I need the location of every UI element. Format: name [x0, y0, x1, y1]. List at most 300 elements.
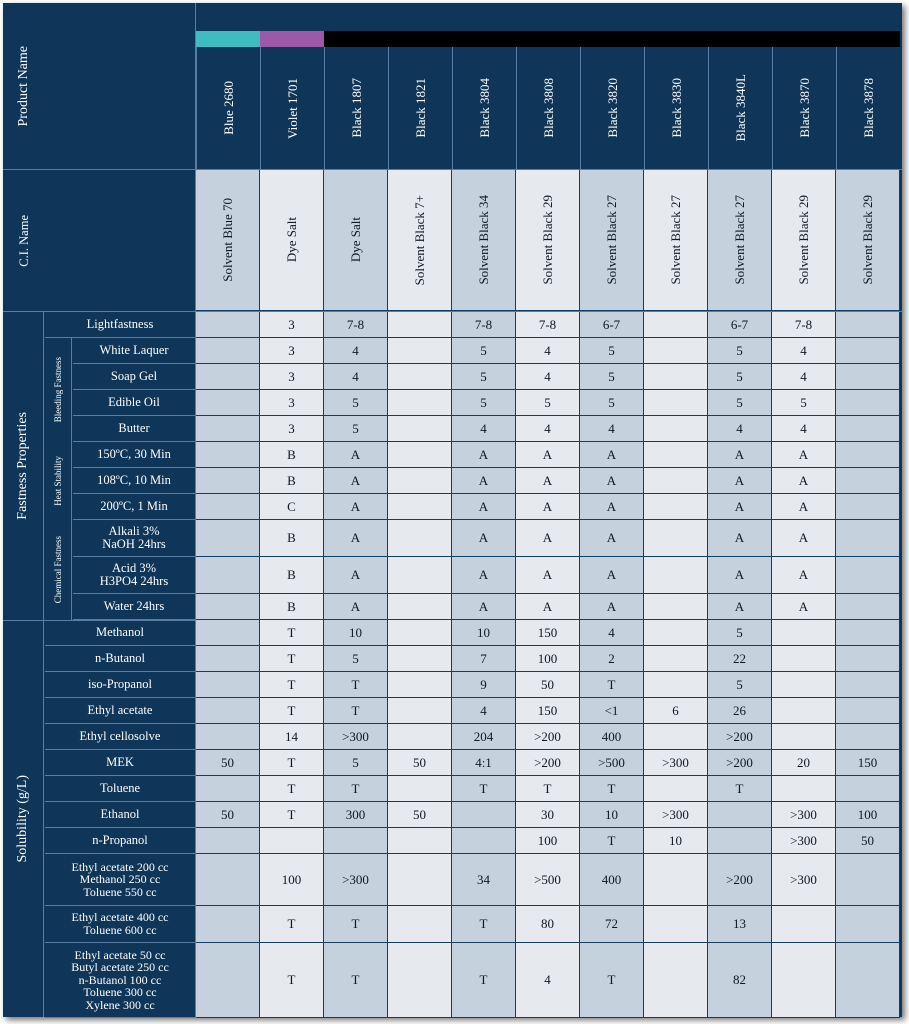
table-cell: 50	[388, 802, 452, 828]
table-cell	[388, 646, 452, 672]
product-name-cell	[388, 47, 452, 169]
table-cell: 400	[580, 854, 644, 906]
table-cell	[772, 906, 836, 943]
table-cell: A	[708, 468, 772, 494]
product-name-text: Black 1821	[412, 78, 428, 138]
table-cell: 10	[324, 620, 388, 646]
table-cell	[388, 724, 452, 750]
table-cell	[196, 943, 260, 1018]
table-cell	[388, 854, 452, 906]
table-cell	[644, 557, 708, 594]
table-cell: A	[452, 557, 516, 594]
product-name-text: Black 1807	[348, 78, 364, 138]
table-cell	[836, 906, 900, 943]
table-cell: A	[324, 557, 388, 594]
ci-name-cell	[580, 170, 644, 311]
table-cell: 4:1	[452, 750, 516, 776]
ci-name-cell	[452, 170, 516, 311]
table-cell	[644, 364, 708, 390]
ci-name-cell	[260, 170, 324, 311]
table-cell: 50	[196, 750, 260, 776]
table-cell: >500	[580, 750, 644, 776]
table-cell: 3	[260, 364, 324, 390]
table-cell: 4	[516, 943, 580, 1018]
product-name-text: Black 3830	[668, 78, 684, 138]
table-cell: 4	[772, 416, 836, 442]
table-cell: A	[516, 494, 580, 520]
table-cell: C	[260, 494, 324, 520]
table-cell: 2	[580, 646, 644, 672]
table-cell: 50	[516, 672, 580, 698]
table-cell: 30	[516, 802, 580, 828]
table-cell: T	[324, 698, 388, 724]
color-swatch	[708, 31, 772, 47]
table-cell: 5	[324, 416, 388, 442]
table-cell: 300	[324, 802, 388, 828]
row-label: Ethyl acetate 200 cc Methanol 250 cc Toluene 550 cc	[45, 854, 195, 906]
table-cell: 5	[324, 750, 388, 776]
table-cell	[772, 776, 836, 802]
table-cell	[772, 698, 836, 724]
table-cell: 100	[260, 854, 324, 906]
table-cell	[836, 724, 900, 750]
table-cell: 3	[260, 338, 324, 364]
table-cell: A	[580, 442, 644, 468]
table-cell	[388, 776, 452, 802]
table-cell	[452, 828, 516, 854]
color-swatch	[388, 31, 452, 47]
table-cell	[388, 672, 452, 698]
solubility-header: Solubility (g/L)	[15, 775, 30, 863]
table-cell	[388, 468, 452, 494]
table-cell	[388, 906, 452, 943]
table-cell	[836, 312, 900, 338]
table-cell: A	[580, 468, 644, 494]
table-cell: T	[260, 776, 324, 802]
row-label: iso-Propanol	[45, 672, 195, 698]
table-cell: >300	[644, 802, 708, 828]
table-cell: 4	[324, 338, 388, 364]
table-cell	[196, 364, 260, 390]
table-cell: 3	[260, 312, 324, 338]
table-cell: T	[324, 906, 388, 943]
table-cell	[196, 442, 260, 468]
table-cell: T	[260, 906, 324, 943]
row-label: Methanol	[45, 620, 195, 646]
table-cell: A	[452, 442, 516, 468]
table-cell: 5	[452, 338, 516, 364]
row-label: 150ºC, 30 Min	[73, 442, 195, 468]
table-cell	[644, 672, 708, 698]
table-cell: A	[452, 520, 516, 557]
table-cell: 6-7	[580, 312, 644, 338]
table-cell: A	[452, 594, 516, 620]
table-cell: A	[708, 494, 772, 520]
table-cell: 5	[452, 390, 516, 416]
product-name-cell	[196, 47, 260, 169]
product-name-text: Black 3804	[476, 78, 492, 138]
table-cell	[196, 724, 260, 750]
color-swatch	[580, 31, 644, 47]
table-cell: 10	[452, 620, 516, 646]
table-cell: 50	[388, 750, 452, 776]
fastness-properties-header: Fastness Properties	[15, 412, 30, 520]
table-cell	[644, 594, 708, 620]
table-cell	[644, 312, 708, 338]
table-cell: T	[452, 776, 516, 802]
table-cell	[644, 776, 708, 802]
table-cell	[388, 494, 452, 520]
row-label: Ethanol	[45, 802, 195, 828]
table-cell: 5	[708, 620, 772, 646]
product-name-cell	[580, 47, 644, 169]
ci-name-text: Solvent Blue 70	[219, 198, 235, 282]
table-cell	[388, 338, 452, 364]
table-cell	[772, 724, 836, 750]
table-cell: 20	[772, 750, 836, 776]
color-swatch	[260, 31, 324, 47]
table-cell	[836, 620, 900, 646]
table-cell: B	[260, 442, 324, 468]
table-cell: A	[772, 594, 836, 620]
table-cell: A	[580, 594, 644, 620]
table-cell: 3	[260, 390, 324, 416]
table-cell	[836, 698, 900, 724]
table-cell: 100	[836, 802, 900, 828]
table-cell: T	[708, 776, 772, 802]
table-cell: 4	[772, 364, 836, 390]
table-cell	[388, 442, 452, 468]
table-cell: 80	[516, 906, 580, 943]
table-cell: T	[260, 943, 324, 1018]
table-cell: A	[452, 494, 516, 520]
table-cell	[388, 364, 452, 390]
ci-name-header: C.I. Name	[16, 214, 31, 267]
table-cell: A	[324, 494, 388, 520]
product-name-cell	[324, 47, 388, 169]
table-cell: 5	[324, 646, 388, 672]
table-cell: 4	[708, 416, 772, 442]
row-label: Alkali 3% NaOH 24hrs	[73, 520, 195, 557]
table-cell: 100	[516, 646, 580, 672]
table-cell: 100	[516, 828, 580, 854]
table-cell: T	[324, 776, 388, 802]
table-cell	[388, 520, 452, 557]
table-cell: 34	[452, 854, 516, 906]
product-name-cell	[452, 47, 516, 169]
table-cell	[196, 906, 260, 943]
table-cell: T	[260, 620, 324, 646]
table-cell: 7-8	[324, 312, 388, 338]
table-cell	[836, 494, 900, 520]
table-cell	[772, 672, 836, 698]
table-cell: A	[772, 442, 836, 468]
table-cell: >300	[772, 828, 836, 854]
table-cell: 13	[708, 906, 772, 943]
table-cell: >300	[324, 854, 388, 906]
table-cell: 14	[260, 724, 324, 750]
table-cell	[324, 828, 388, 854]
table-cell: T	[516, 776, 580, 802]
table-cell	[836, 943, 900, 1018]
divider-line	[196, 169, 902, 170]
table-cell	[836, 520, 900, 557]
table-cell	[388, 312, 452, 338]
table-cell: 7	[452, 646, 516, 672]
table-cell: A	[708, 520, 772, 557]
table-cell: T	[452, 906, 516, 943]
table-cell	[388, 943, 452, 1018]
table-cell	[196, 520, 260, 557]
table-cell: 5	[580, 338, 644, 364]
ci-name-text: Solvent Black 27	[731, 195, 747, 285]
table-cell: 10	[644, 828, 708, 854]
table-cell: 4	[580, 620, 644, 646]
product-name-cell	[644, 47, 708, 169]
table-cell	[836, 442, 900, 468]
table-cell	[388, 390, 452, 416]
color-swatch	[196, 31, 260, 47]
table-cell: A	[516, 594, 580, 620]
table-cell	[644, 338, 708, 364]
row-label: Ethyl acetate 50 cc Butyl acetate 250 cc n-Butanol 100 cc Toluene 300 cc Xylene 300 cc	[45, 943, 195, 1018]
table-cell	[196, 312, 260, 338]
table-cell: 150	[516, 698, 580, 724]
ci-name-text: Dye Salt	[283, 217, 299, 263]
table-cell: B	[260, 557, 324, 594]
table-cell: 5	[708, 338, 772, 364]
table-cell	[644, 854, 708, 906]
table-cell	[772, 943, 836, 1018]
table-cell: T	[580, 672, 644, 698]
table-cell: T	[260, 698, 324, 724]
row-label: n-Propanol	[45, 828, 195, 854]
table-cell: 5	[324, 390, 388, 416]
table-cell	[196, 494, 260, 520]
row-label: MEK	[45, 750, 195, 776]
table-cell: 150	[516, 620, 580, 646]
table-cell: A	[324, 442, 388, 468]
chemical-fastness-header: Chemical Fastness	[53, 536, 63, 604]
product-name-text: Black 3840L	[732, 74, 748, 142]
table-cell	[644, 620, 708, 646]
table-cell	[452, 802, 516, 828]
row-label: Soap Gel	[73, 364, 195, 390]
ci-name-text: Solvent Black 27	[603, 195, 619, 285]
table-cell: >300	[772, 854, 836, 906]
table-cell	[388, 557, 452, 594]
table-cell	[196, 698, 260, 724]
table-cell	[196, 338, 260, 364]
table-cell: A	[708, 557, 772, 594]
table-cell: 4	[452, 416, 516, 442]
table-cell: 72	[580, 906, 644, 943]
table-cell	[836, 390, 900, 416]
table-cell	[836, 776, 900, 802]
table-cell: 4	[772, 338, 836, 364]
table-cell: 4	[324, 364, 388, 390]
table-cell: 5	[580, 364, 644, 390]
row-label: Ethyl cellosolve	[45, 724, 195, 750]
row-label: 108ºC, 10 Min	[73, 468, 195, 494]
table-cell	[260, 828, 324, 854]
product-name-text: Blue 2680	[220, 81, 236, 135]
table-cell: 4	[580, 416, 644, 442]
table-cell: A	[580, 557, 644, 594]
table-cell: A	[772, 494, 836, 520]
ci-name-cell	[708, 170, 772, 311]
table-cell: A	[324, 520, 388, 557]
table-cell: 5	[452, 364, 516, 390]
table-cell: 4	[452, 698, 516, 724]
table-cell	[196, 828, 260, 854]
table-cell	[836, 646, 900, 672]
table-cell: <1	[580, 698, 644, 724]
row-label: Butter	[73, 416, 195, 442]
table-cell	[196, 854, 260, 906]
table-cell: T	[260, 802, 324, 828]
table-cell: 50	[836, 828, 900, 854]
table-cell	[644, 724, 708, 750]
color-swatch	[324, 31, 388, 47]
table-cell: T	[260, 750, 324, 776]
table-cell: 150	[836, 750, 900, 776]
table-cell	[388, 416, 452, 442]
table-cell: 9	[452, 672, 516, 698]
table-cell: 5	[708, 390, 772, 416]
table-cell: 4	[516, 416, 580, 442]
table-cell: A	[772, 557, 836, 594]
table-cell: A	[580, 520, 644, 557]
table-cell	[708, 828, 772, 854]
table-cell	[836, 672, 900, 698]
table-cell	[196, 620, 260, 646]
table-cell	[196, 557, 260, 594]
table-cell: 6	[644, 698, 708, 724]
table-cell: A	[516, 520, 580, 557]
table-cell	[772, 646, 836, 672]
table-cell	[196, 416, 260, 442]
table-cell: >200	[708, 854, 772, 906]
row-label: Acid 3% H3PO4 24hrs	[73, 557, 195, 594]
product-name-text: Black 3820	[604, 78, 620, 138]
product-name-text: Black 3878	[860, 78, 876, 138]
product-name-cell	[772, 47, 836, 169]
table-cell: A	[452, 468, 516, 494]
table-cell: 4	[516, 364, 580, 390]
product-name-cell	[836, 47, 900, 169]
table-cell: 10	[580, 802, 644, 828]
table-cell: A	[516, 468, 580, 494]
color-swatch	[772, 31, 836, 47]
table-cell	[196, 390, 260, 416]
table-cell: 22	[708, 646, 772, 672]
ci-name-text: Solvent Black 7+	[411, 194, 427, 286]
table-cell: A	[708, 594, 772, 620]
table-cell: B	[260, 520, 324, 557]
table-cell	[836, 854, 900, 906]
ci-name-text: Solvent Black 29	[539, 195, 555, 285]
table-cell	[644, 906, 708, 943]
table-cell: >200	[516, 724, 580, 750]
table-cell	[196, 594, 260, 620]
ci-name-text: Solvent Black 29	[795, 195, 811, 285]
row-label: White Laquer	[73, 338, 195, 364]
table-cell: >300	[644, 750, 708, 776]
table-cell	[836, 594, 900, 620]
row-label: Lightfastness	[45, 312, 195, 338]
table-cell: B	[260, 594, 324, 620]
product-name-text: Black 3808	[540, 78, 556, 138]
product-name-cell	[708, 47, 772, 169]
table-cell	[388, 620, 452, 646]
table-cell	[644, 494, 708, 520]
table-cell: 5	[708, 364, 772, 390]
row-label: Ethyl acetate 400 cc Toluene 600 cc	[45, 906, 195, 943]
row-label: n-Butanol	[45, 646, 195, 672]
divider-line	[3, 169, 197, 170]
table-cell: T	[324, 943, 388, 1018]
table-cell: T	[580, 943, 644, 1018]
row-label: 200ºC, 1 Min	[73, 494, 195, 520]
table-cell: T	[580, 776, 644, 802]
table-cell: 5	[772, 390, 836, 416]
table-cell: 6-7	[708, 312, 772, 338]
ci-name-cell	[388, 170, 452, 311]
table-cell: A	[772, 468, 836, 494]
table-cell: 5	[708, 672, 772, 698]
table-cell	[388, 594, 452, 620]
row-label: Ethyl acetate	[45, 698, 195, 724]
color-swatch	[516, 31, 580, 47]
ci-name-cell	[772, 170, 836, 311]
table-cell: A	[708, 442, 772, 468]
ci-name-text: Solvent Black 27	[667, 195, 683, 285]
ci-name-text: Dye Salt	[347, 217, 363, 263]
table-cell: T	[452, 943, 516, 1018]
table-cell: 5	[580, 390, 644, 416]
table-cell: 204	[452, 724, 516, 750]
table-cell: >300	[772, 802, 836, 828]
table-cell	[644, 468, 708, 494]
table-cell: 4	[516, 338, 580, 364]
table-cell: 7-8	[516, 312, 580, 338]
table-cell	[836, 338, 900, 364]
table-cell	[644, 416, 708, 442]
table-cell: >200	[516, 750, 580, 776]
product-name-text: Violet 1701	[284, 77, 300, 139]
table-cell: 7-8	[452, 312, 516, 338]
table-cell: 400	[580, 724, 644, 750]
product-name-cell	[516, 47, 580, 169]
table-cell	[644, 442, 708, 468]
table-cell: 50	[196, 802, 260, 828]
ci-name-text: Solvent Black 34	[475, 195, 491, 285]
color-swatch	[836, 31, 900, 47]
table-cell: A	[324, 594, 388, 620]
table-cell	[196, 646, 260, 672]
table-cell: A	[580, 494, 644, 520]
ci-name-cell	[324, 170, 388, 311]
table-cell: 3	[260, 416, 324, 442]
color-swatch	[644, 31, 708, 47]
product-name-text: Black 3870	[796, 78, 812, 138]
table-cell: 7-8	[772, 312, 836, 338]
table-cell	[196, 468, 260, 494]
ci-name-cell	[516, 170, 580, 311]
table-cell	[708, 802, 772, 828]
table-cell: A	[324, 468, 388, 494]
